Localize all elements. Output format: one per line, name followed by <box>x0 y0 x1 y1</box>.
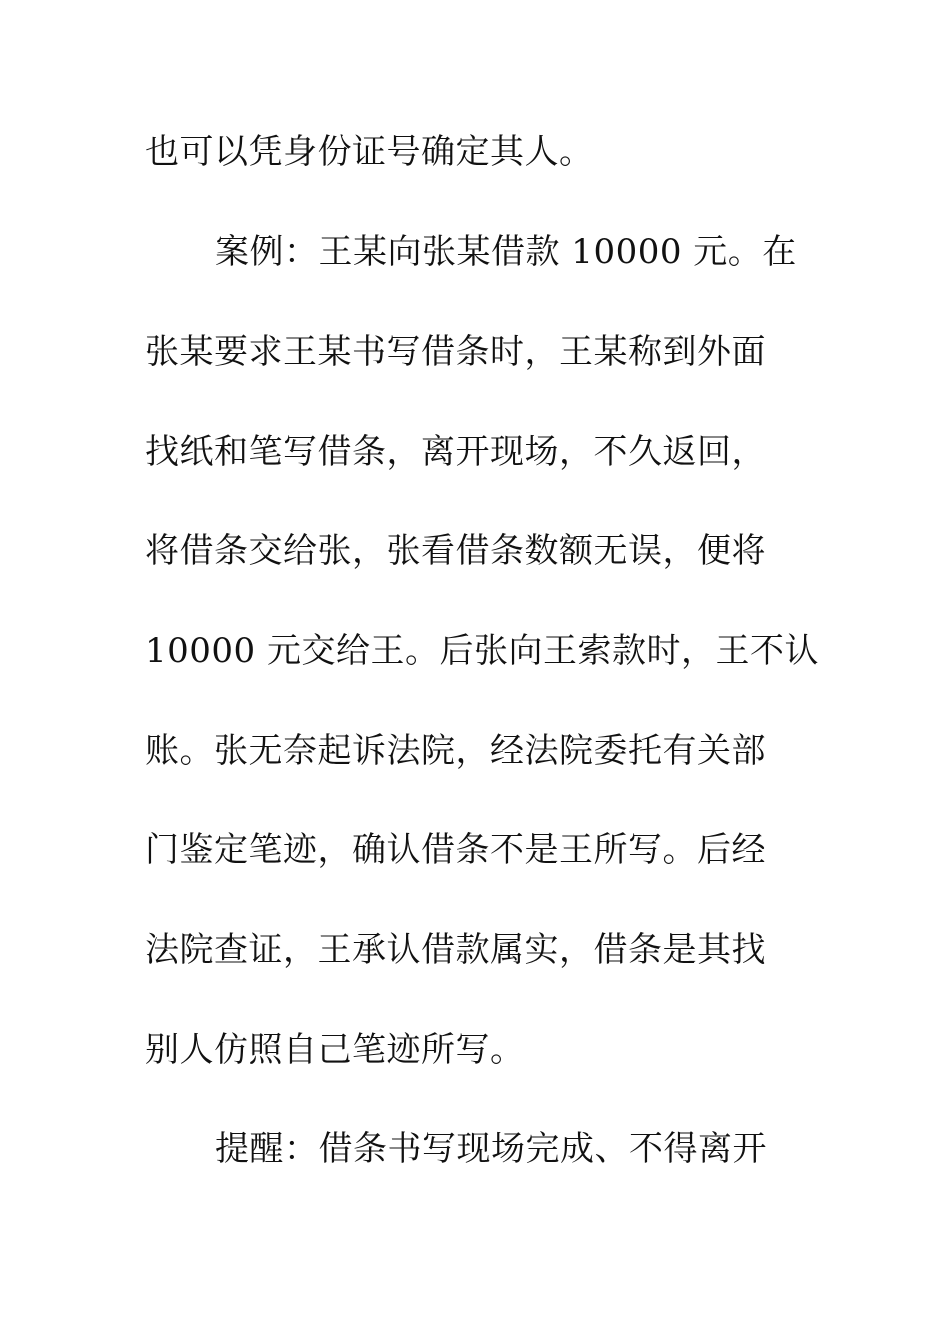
paragraph-line-9: 法院查证，王承认借款属实，借条是其找 <box>145 930 766 970</box>
paragraph-line-7: 账。张无奈起诉法院，经法院委托有关部 <box>145 731 766 771</box>
paragraph-line-8: 门鉴定笔迹，确认借条不是王所写。后经 <box>145 830 766 870</box>
paragraph-line-2: 案例：王某向张某借款 10000 元。在 <box>215 232 797 272</box>
paragraph-line-4: 找纸和笔写借条，离开现场，不久返回， <box>145 432 766 472</box>
paragraph-line-10: 别人仿照自己笔迹所写。 <box>145 1030 525 1070</box>
paragraph-line-11: 提醒：借条书写现场完成、不得离开 <box>215 1129 767 1169</box>
paragraph-line-6: 10000 元交给王。后张向王索款时，王不认 <box>145 631 819 671</box>
paragraph-line-3: 张某要求王某书写借条时，王某称到外面 <box>145 332 766 372</box>
paragraph-line-1: 也可以凭身份证号确定其人。 <box>145 132 594 172</box>
paragraph-line-5: 将借条交给张，张看借条数额无误，便将 <box>145 531 766 571</box>
